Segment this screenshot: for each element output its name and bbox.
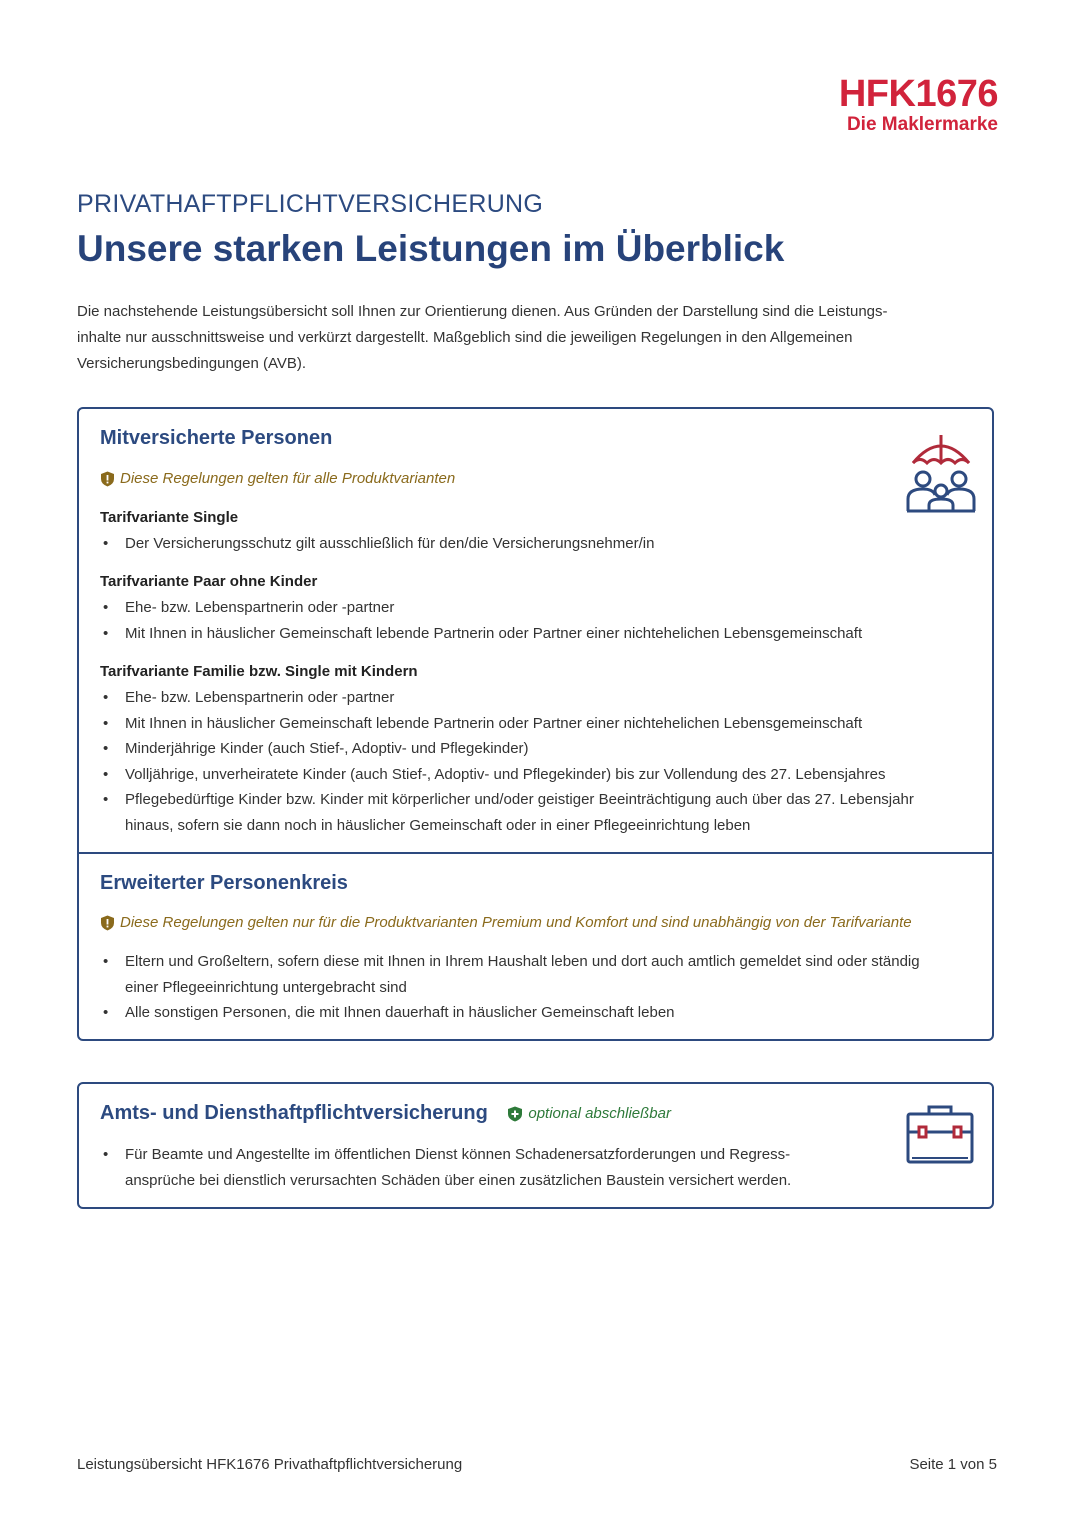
section-title-mitversicherte: Mitversicherte Personen: [100, 427, 333, 449]
note-all-variants: [100, 470, 455, 487]
brand-logo: [839, 74, 998, 136]
optional-badge-text: optional abschließbar: [528, 1105, 671, 1123]
intro-text: [77, 299, 957, 377]
family-umbrella-icon: [903, 429, 979, 513]
logo-brand: HFK1676: [838, 73, 998, 115]
section-title-erweitert: Erweiterter Personenkreis: [100, 872, 348, 894]
tariff-couple-head: Tarifvariante Paar ohne Kinder: [100, 573, 318, 590]
note-premium-komfort: [100, 914, 912, 931]
list-item: [100, 1142, 791, 1193]
intro-line: Die nachstehende Leistungsübersicht soll Ihnen zur Orientierung dienen. Aus Gründen der Darstellung sind die Leistungs-: [77, 303, 888, 320]
tariff-couple-list: [100, 595, 862, 646]
list-item-line: ansprüche bei dienstlich verursachten Schäden über einen zusätzlichen Baustein versichert werden.: [125, 1171, 792, 1189]
shield-plus-icon: [507, 1106, 523, 1122]
footer-document-title: Leistungsübersicht HFK1676 Privathaftpflichtversicherung: [77, 1456, 463, 1473]
intro-line: inhalte nur ausschnittsweise und verkürzt dargestellt. Maßgeblich sind die jeweiligen Regelungen in den Allgemeinen: [77, 329, 853, 346]
list-item-line: Pflegebedürftige Kinder bzw. Kinder mit körperlicher und/oder geistiger Beeinträchtigung auch über das 27. Lebensjahr: [125, 791, 914, 808]
note-text: Diese Regelungen gelten für alle Produktvarianten: [120, 470, 456, 487]
section-title-amts: [100, 1102, 671, 1125]
briefcase-icon: [905, 1102, 975, 1166]
list-item: • Ehe- bzw. Lebenspartnerin oder -partner: [100, 685, 914, 711]
list-item-line: einer Pflegeeinrichtung untergebracht sind: [125, 978, 407, 996]
list-item: • Der Versicherungsschutz gilt ausschließlich für den/die Versicherungsnehmer/in: [100, 531, 654, 557]
section-title-text: Amts- und Diensthaftpflichtversicherung: [100, 1102, 488, 1124]
tariff-family-head: Tarifvariante Familie bzw. Single mit Kindern: [100, 663, 418, 680]
shield-alert-icon: [100, 915, 115, 931]
logo-tagline: Die Maklermarke: [846, 114, 998, 135]
list-item: • Ehe- bzw. Lebenspartnerin oder -partner: [100, 595, 862, 621]
tariff-single-list: [100, 531, 654, 557]
list-item: • Alle sonstigen Personen, die mit Ihnen dauerhaft in häuslicher Gemeinschaft leben: [100, 1000, 920, 1026]
note-text: Diese Regelungen gelten nur für die Produktvarianten Premium und Komfort und sind unabhängig von der Tarifvariante: [120, 914, 912, 931]
list-item-line: Eltern und Großeltern, sofern diese mit Ihnen in Ihrem Haushalt leben und dort auch amtlich gemeldet sind oder ständig: [125, 953, 920, 970]
list-item: • Minderjährige Kinder (auch Stief-, Adoptiv- und Pflegekinder): [100, 736, 914, 762]
page-kicker: PRIVATHAFTPFLICHTVERSICHERUNG: [77, 190, 544, 218]
list-item: [100, 787, 914, 838]
list-item: • Mit Ihnen in häuslicher Gemeinschaft lebende Partnerin oder Partner einer nichtehelichen Lebensgemeinschaft: [100, 711, 914, 737]
tariff-family-list: [100, 685, 914, 838]
intro-line: Versicherungsbedingungen (AVB).: [77, 355, 307, 372]
extended-persons-list: [100, 949, 920, 1026]
page-title: Unsere starken Leistungen im Überblick: [77, 228, 785, 269]
amts-list: [100, 1142, 791, 1193]
list-item-line: hinaus, sofern sie dann noch in häuslicher Gemeinschaft oder in einer Pflegeeinrichtung leben: [125, 816, 751, 834]
section-divider: [79, 852, 992, 854]
list-item: • Mit Ihnen in häuslicher Gemeinschaft lebende Partnerin oder Partner einer nichtehelichen Lebensgemeinschaft: [100, 621, 862, 647]
footer-page-number: Seite 1 von 5: [909, 1456, 997, 1473]
list-item: • Volljährige, unverheiratete Kinder (auch Stief-, Adoptiv- und Pflegekinder) bis zur Vollendung des 27. Lebensjahres: [100, 762, 914, 788]
coverage-box-persons: [77, 407, 994, 1041]
shield-alert-icon: [100, 471, 115, 487]
tariff-single-head: Tarifvariante Single: [100, 509, 239, 526]
optional-badge: [507, 1105, 671, 1122]
coverage-box-amtshaftpflicht: [77, 1082, 994, 1209]
list-item: [100, 949, 920, 1000]
list-item-line: Für Beamte und Angestellte im öffentlichen Dienst können Schadenersatzforderungen und Regress-: [125, 1146, 791, 1163]
